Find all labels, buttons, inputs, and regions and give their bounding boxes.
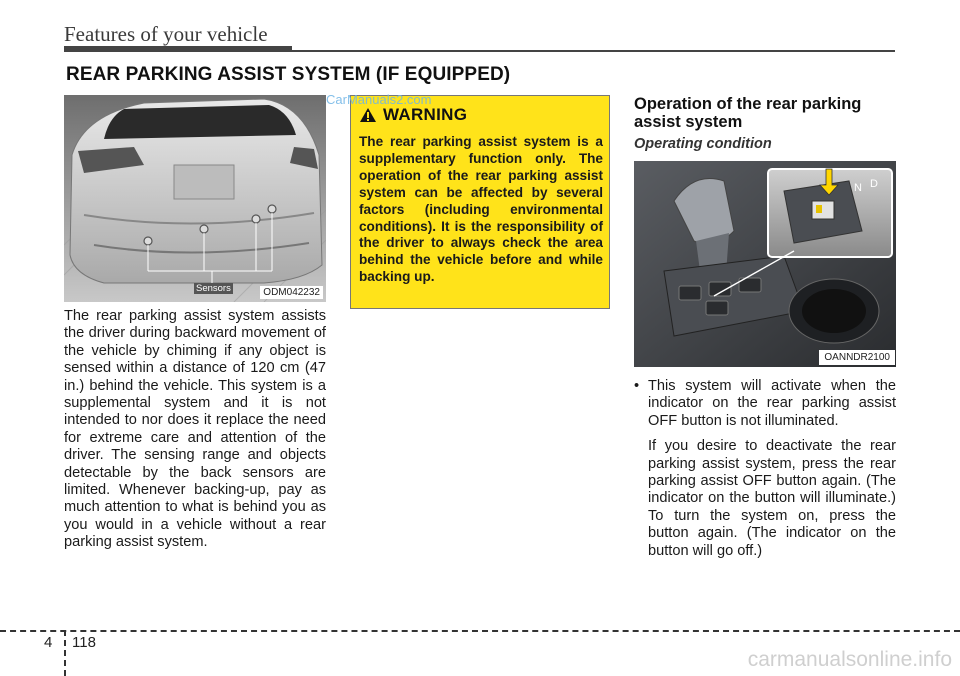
right-figure-code: OANNDR2100 [821, 351, 893, 364]
deactivate-paragraph: If you desire to deactivate the rear parking assist system, press the rear parking assist OFF button again. (The indicator on the button will illuminate.) To turn the system on, press the button again. (The indicator on the button will go off.) [648, 438, 896, 559]
bullet-item [634, 378, 896, 430]
footer-rule [0, 630, 960, 632]
header-rule [292, 50, 895, 52]
warning-title: WARNING [383, 105, 468, 124]
bullet-area [634, 378, 896, 560]
bullet-text: This system will activate when the indicator on the rear parking assist OFF button is not illuminated. [648, 378, 896, 429]
sensors-label: Sensors [196, 283, 231, 294]
left-figure-code: ODM042232 [260, 286, 323, 299]
bullet-dot: • [634, 378, 640, 394]
svg-text:D: D [870, 178, 878, 190]
left-body-text: The rear parking assist system assists the driver during backward movement of the vehicle by chiming if any object is sensed within a distance of 120 cm (47 in.) behind the vehicle. This system is a supplemental system and it is not intended to nor does it replace the need for extreme care and attention of the driver. The sensing range and objects detectable by the back sensors are limited. Whenever backing-up, pay as much attention to what is behind you as you would in a vehicle without a rear parking assist system. [64, 308, 326, 551]
warning-header [359, 105, 467, 125]
rear-car-illustration [64, 95, 326, 302]
warning-triangle-icon [359, 107, 377, 123]
chapter-number: 4 [44, 634, 53, 651]
footer-divider [64, 630, 66, 676]
warning-box [350, 95, 610, 309]
watermark-top: CarManuals2.com [326, 92, 432, 107]
operating-condition-subtitle: Operating condition [634, 136, 772, 152]
rear-car-figure [64, 95, 326, 302]
operation-title: Operation of the rear parking assist system [634, 95, 862, 131]
gear-console-figure [634, 161, 896, 367]
warning-text: The rear parking assist system is a supplementary function only. The operation of the rear parking assist system can be affected by several factors (including environmental conditions). It is the responsibility of the driver to always check the area behind the vehicle before and while backing up. [359, 134, 603, 285]
section-title: REAR PARKING ASSIST SYSTEM (IF EQUIPPED) [66, 64, 511, 85]
svg-text:N: N [854, 182, 862, 194]
page-header-title: Features of your vehicle [64, 22, 268, 46]
page-number: 118 [72, 634, 96, 651]
gear-console-illustration [634, 161, 896, 367]
watermark-bottom: carmanualsonline.info [747, 648, 952, 671]
header-rule-thick [64, 46, 292, 52]
